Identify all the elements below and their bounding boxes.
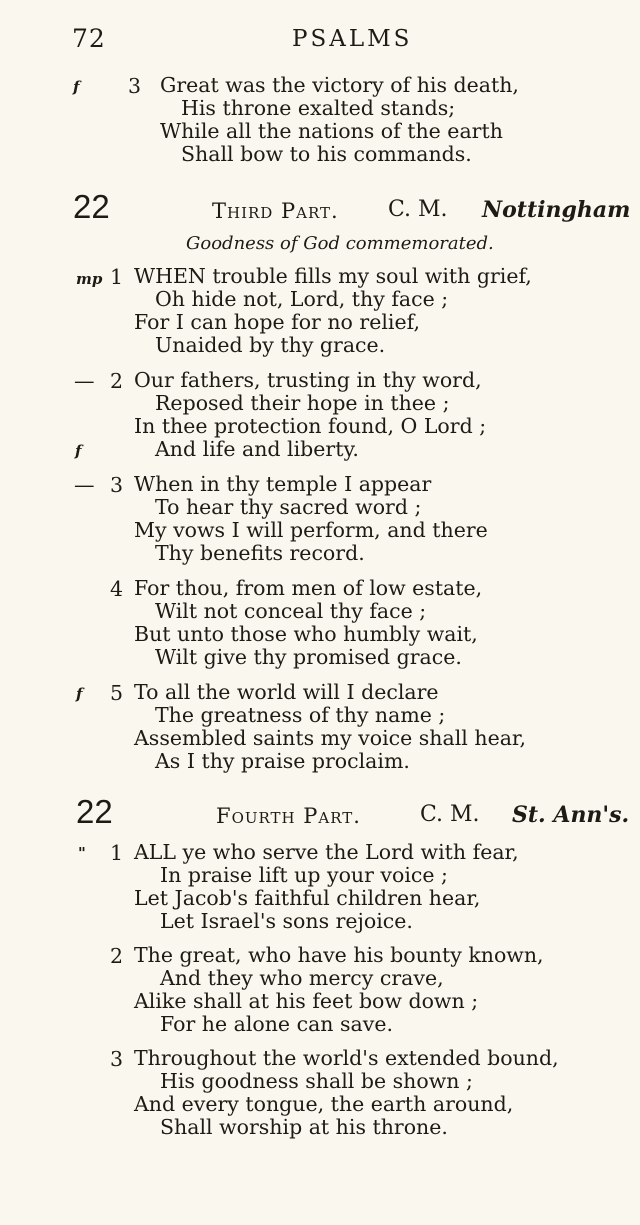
meter: C. M. (388, 197, 448, 222)
verse-line: But unto those who humbly wait, (134, 622, 478, 646)
dynamic-mark: f (75, 442, 82, 460)
verse-line: Shall bow to his commands. (181, 142, 472, 166)
verse-line: To all the world will I declare (134, 680, 439, 704)
verse-line: My vows I will perform, and there (134, 518, 488, 542)
verse-line: His throne exalted stands; (181, 96, 456, 120)
running-title: PSALMS (292, 26, 413, 52)
verse-number: 1 (110, 841, 124, 865)
verse-line: Let Jacob's faithful children hear, (134, 886, 481, 910)
dynamic-mark: f (73, 78, 80, 96)
verse-number: 1 (110, 265, 124, 289)
verse-line: For he alone can save. (160, 1012, 393, 1036)
verse-line: As I thy praise proclaim. (155, 749, 410, 773)
verse-line: When in thy temple I appear (134, 472, 432, 496)
verse-line: Wilt give thy promised grace. (155, 645, 462, 669)
verse-number: 2 (110, 944, 124, 968)
verse-number: 4 (110, 577, 124, 601)
page-number: 72 (72, 24, 106, 53)
verse-line: Let Israel's sons rejoice. (160, 909, 413, 933)
tune-name: Nottingham (482, 197, 631, 223)
verse-line: Unaided by thy grace. (155, 333, 386, 357)
verse-line: In thee protection found, O Lord ; (134, 414, 487, 438)
verse-number: 3 (110, 1047, 124, 1071)
verse-line: Oh hide not, Lord, thy face ; (155, 287, 449, 311)
part-title: Fourth Part. (216, 804, 361, 828)
verse-line: Great was the victory of his death, (160, 73, 519, 97)
verse-line: The great, who have his bounty known, (134, 943, 544, 967)
dynamic-mark: " (78, 844, 86, 862)
verse-line: For thou, from men of low estate, (134, 576, 483, 600)
part-title: Third Part. (212, 199, 339, 223)
verse-line: Alike shall at his feet bow down ; (134, 989, 479, 1013)
verse-number: 3 (128, 74, 142, 98)
verse-line: ALL ye who serve the Lord with fear, (134, 840, 519, 864)
verse-line: Our fathers, trusting in thy word, (134, 368, 482, 392)
dynamic-mark: f (76, 685, 83, 703)
verse-line: Throughout the world's extended bound, (134, 1046, 559, 1070)
tune-name: St. Ann's. (512, 802, 630, 828)
verse-line: And life and liberty. (155, 437, 359, 461)
hymn-subtitle: Goodness of God commemorated. (186, 233, 494, 254)
verse-line: Shall worship at his throne. (160, 1115, 448, 1139)
verse-line: Reposed their hope in thee ; (155, 391, 450, 415)
verse-line: Assembled saints my voice shall hear, (134, 726, 526, 750)
verse-line: Wilt not conceal thy face ; (155, 599, 427, 623)
verse-line: In praise lift up your voice ; (160, 863, 448, 887)
verse-line: Thy benefits record. (155, 541, 365, 565)
hymn-number: 22 (76, 793, 113, 830)
dash-mark: — (74, 369, 95, 393)
verse-line: And every tongue, the earth around, (134, 1092, 514, 1116)
meter: C. M. (420, 802, 480, 827)
hymn-number: 22 (73, 188, 110, 225)
dash-mark: — (74, 473, 95, 497)
verse-line: And they who mercy crave, (160, 966, 444, 990)
verse-line: For I can hope for no relief, (134, 310, 420, 334)
verse-number: 5 (110, 681, 124, 705)
verse-number: 2 (110, 369, 124, 393)
verse-line: The greatness of thy name ; (155, 703, 446, 727)
verse-line: His goodness shall be shown ; (160, 1069, 473, 1093)
dynamic-mark: mp (76, 270, 103, 288)
verse-line: WHEN trouble fills my soul with grief, (134, 264, 532, 288)
verse-number: 3 (110, 473, 124, 497)
verse-line: While all the nations of the earth (160, 119, 503, 143)
verse-line: To hear thy sacred word ; (155, 495, 422, 519)
